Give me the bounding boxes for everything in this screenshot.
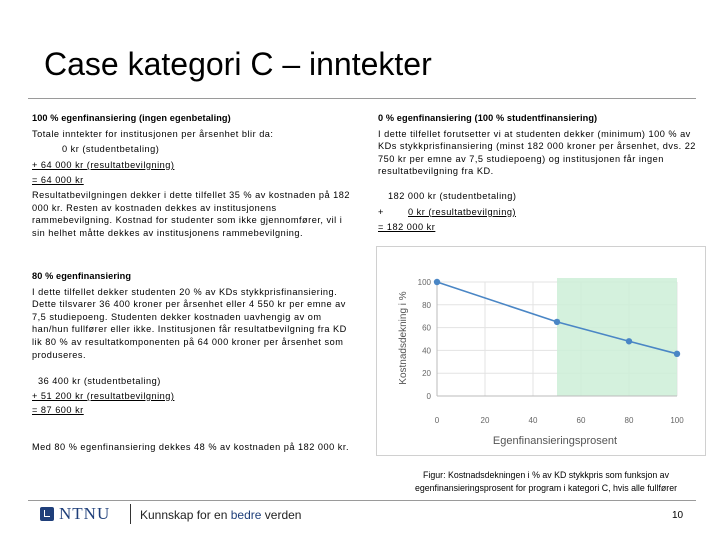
left-paragraph: Resultatbevilgningen dekker i dette tilfellet 35 % av kostnaden på 182 000 kr. Resten av kostnaden dekkes av institusjonens rammebevilgning. Kostnad for studenter som ikke gjennomfører, vil i sin helhet måtte dekkes av institusjonens rammebevilgning. bbox=[32, 189, 350, 238]
left-line4: = 64 000 kr bbox=[32, 175, 84, 186]
chart-data-point bbox=[554, 319, 560, 325]
ntnu-logo-icon bbox=[40, 507, 54, 521]
chart-x-tick-label: 80 bbox=[624, 416, 634, 425]
mid-section bbox=[32, 270, 354, 417]
ntnu-logo bbox=[40, 505, 110, 523]
chart-y-tick-label: 0 bbox=[426, 392, 431, 401]
mid-paragraph: I dette tilfellet dekker studenten 20 % av KDs stykkprisfinansiering. Dette tilsvarer 36 400 kroner per årsenhet eller 4 550 kr per emne av 7,5 studiepoeng. Studenten dekker kostnaden uavhengig av om han/hun fullfører eller ikke. Institusjonen får resultatbevilgning fra KD lik 80 % av resultatkomponenten på 64 000 kroner per årsenhet som produseres. bbox=[32, 286, 347, 360]
mid-line2: + 51 200 kr (resultatbevilgning) bbox=[32, 390, 175, 401]
figure-caption: Figur: Kostnadsdekningen i % av KD stykkpris som funksjon av egenfinansieringsprosent for program i kategori C, hvis alle fullfører bbox=[414, 470, 678, 493]
chart-data-point bbox=[434, 279, 440, 285]
chart-x-tick-label: 60 bbox=[576, 416, 586, 425]
chart-y-tick-label: 100 bbox=[417, 278, 431, 287]
chart-y-tick-label: 80 bbox=[422, 300, 431, 310]
mid-heading: 80 % egenfinansiering bbox=[32, 271, 132, 281]
mid-line3: = 87 600 kr bbox=[32, 405, 84, 416]
chart-data-point bbox=[674, 351, 680, 357]
page-title: Case kategori C – inntekter bbox=[44, 46, 432, 82]
footer-tagline bbox=[140, 508, 301, 522]
right-line3: = 182 000 kr bbox=[378, 222, 436, 233]
right-line2 bbox=[378, 206, 700, 219]
left-heading: 100 % egenfinansiering (ingen egenbetaling) bbox=[32, 113, 231, 123]
chart-y-tick-label: 20 bbox=[422, 369, 431, 379]
tagline-highlight: bedre bbox=[230, 508, 262, 522]
chart-x-tick-label: 40 bbox=[528, 416, 538, 425]
right-heading: 0 % egenfinansiering (100 % studentfinansiering) bbox=[378, 113, 598, 123]
left-section bbox=[32, 112, 352, 239]
top-divider bbox=[28, 98, 696, 99]
chart-x-tick-label: 0 bbox=[434, 416, 440, 425]
chart-x-axis-label: Egenfinansieringsprosent bbox=[492, 435, 618, 447]
chart-x-tick-label: 20 bbox=[480, 416, 490, 425]
tagline-post: verden bbox=[261, 508, 302, 522]
chart-x-tick-label: 100 bbox=[670, 416, 684, 425]
chart-y-tick-label: 60 bbox=[422, 323, 431, 333]
left-line3: + 64 000 kr (resultatbevilgning) bbox=[32, 159, 175, 170]
chart-y-axis-label: Kostnadsdekning i % bbox=[398, 291, 409, 385]
chart-shaded-region bbox=[557, 278, 677, 396]
chart-data-point bbox=[626, 338, 632, 344]
chart-y-tick-label: 40 bbox=[422, 346, 431, 356]
mid-summary: Med 80 % egenfinansiering dekkes 48 % av kostnaden på 182 000 kr. bbox=[32, 442, 349, 452]
bottom-divider bbox=[28, 500, 696, 501]
right-line2-sign: + bbox=[378, 206, 384, 217]
right-line2-text: 0 kr (resultatbevilgning) bbox=[408, 206, 516, 217]
page-number: 10 bbox=[672, 510, 684, 521]
right-line1: 182 000 kr (studentbetaling) bbox=[388, 190, 517, 201]
footer-separator bbox=[130, 504, 131, 524]
left-line1: Totale inntekter for institusjonen per årsenhet blir da: bbox=[32, 128, 274, 139]
mid-line1: 36 400 kr (studentbetaling) bbox=[38, 376, 161, 387]
right-section bbox=[378, 112, 700, 234]
cost-coverage-chart bbox=[376, 246, 706, 456]
ntnu-logo-text: NTNU bbox=[59, 504, 111, 523]
tagline-pre: Kunnskap for en bbox=[140, 508, 231, 522]
left-line2: 0 kr (studentbetaling) bbox=[62, 144, 160, 155]
right-paragraph: I dette tilfellet forutsetter vi at studenten dekker (minimum) 100 % av KDs stykkprisfinansiering (minst 182 000 kroner per årsenhet, dvs. 22 750 kr per emne av 7,5 studiepoeng) og institusjonen får ingen resultatbevilgning fra KD. bbox=[378, 128, 696, 177]
